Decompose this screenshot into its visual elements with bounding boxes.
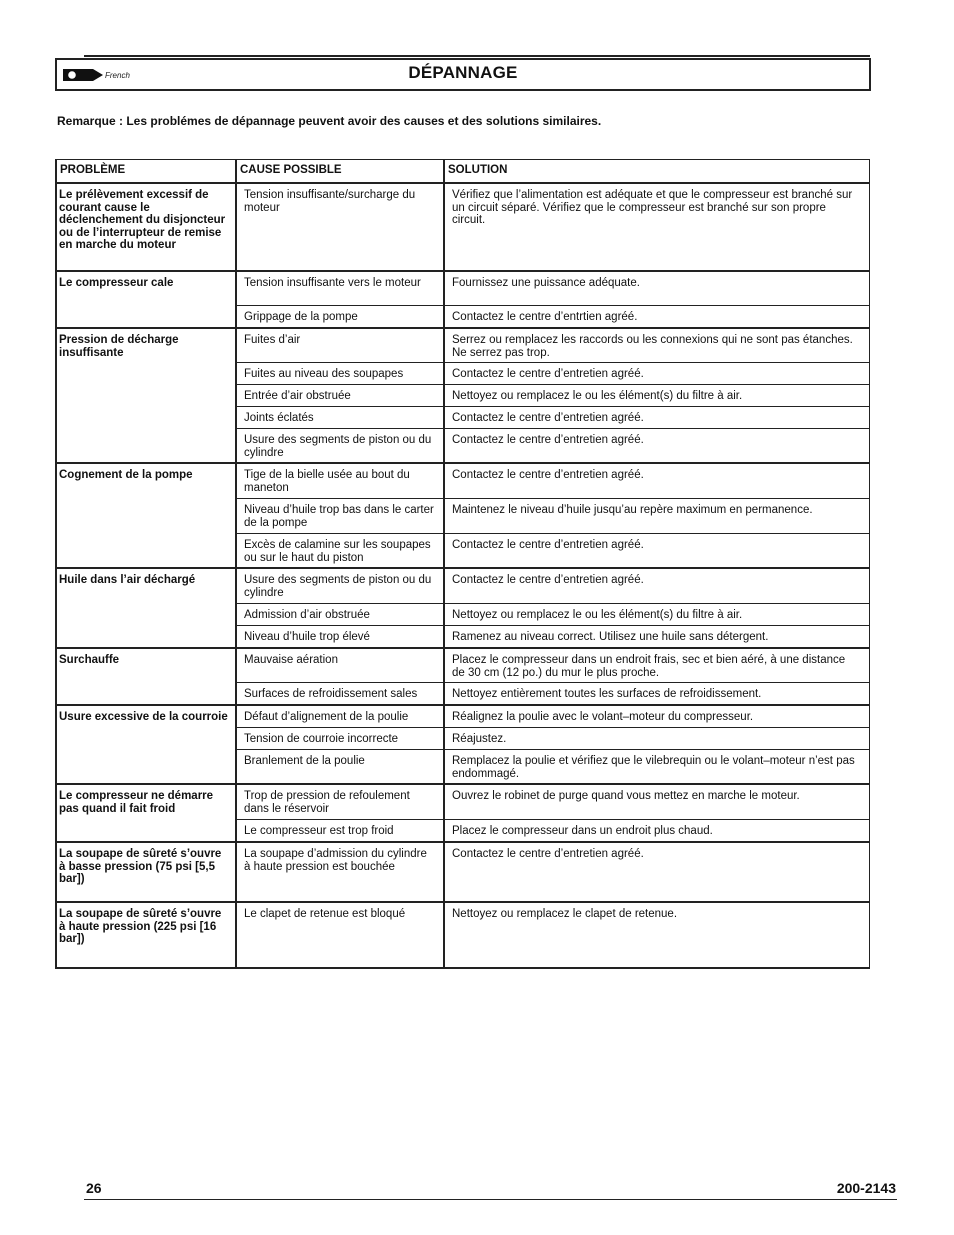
cause-cell: Niveau d’huile trop élevé (236, 626, 444, 649)
problem-cell: La soupape de sûreté s’ouvre à haute pression (225 psi [16 bar]) (56, 902, 236, 968)
solution-cell: Vérifiez que l’alimentation est adéquate et que le compresseur est branché sur un circuit séparé. Vérifiez que le compresseur est branché sur son propre circuit. (444, 183, 869, 271)
problem-cell: Pression de décharge insuffisante (56, 328, 236, 463)
cause-cell: Le clapet de retenue est bloqué (236, 902, 444, 968)
cause-cell: Usure des segments de piston ou du cylindre (236, 429, 444, 464)
solution-cell: Remplacez la poulie et vérifiez que le vilebrequin ou le volant–moteur n’est pas endommagé. (444, 750, 869, 785)
cause-cell: Excès de calamine sur les soupapes ou sur le haut du piston (236, 534, 444, 569)
solution-cell: Nettoyez ou remplacez le clapet de retenue. (444, 902, 869, 968)
problem-cell: Le compresseur cale (56, 271, 236, 328)
cause-cell: Joints éclatés (236, 407, 444, 429)
table-row (56, 463, 869, 499)
cause-cell: Surfaces de refroidissement sales (236, 683, 444, 706)
solution-cell: Contactez le centre d’entretien agréé. (444, 463, 869, 499)
table-row (56, 328, 869, 363)
section-header (55, 58, 871, 91)
cause-cell: Branlement de la poulie (236, 750, 444, 785)
problem-cell: Huile dans l’air déchargé (56, 568, 236, 648)
cause-cell: Admission d’air obstruée (236, 604, 444, 626)
solution-cell: Contactez le centre d’entretien agréé. (444, 842, 869, 902)
bottom-rule (84, 1199, 897, 1200)
table-header-row (56, 160, 869, 184)
solution-cell: Nettoyez ou remplacez le ou les élément(s) du filtre à air. (444, 385, 869, 407)
table-row (56, 784, 869, 820)
table-row (56, 271, 869, 306)
table-row (56, 902, 869, 968)
solution-cell: Serrez ou remplacez les raccords ou les connexions qui ne sont pas étanches. Ne serrez pas trop. (444, 328, 869, 363)
cause-cell: Tige de la bielle usée au bout du maneton (236, 463, 444, 499)
problem-cell: La soupape de sûreté s’ouvre à basse pression (75 psi [5,5 bar]) (56, 842, 236, 902)
page-title: DÉPANNAGE (408, 63, 518, 82)
cause-cell: Fuites au niveau des soupapes (236, 363, 444, 385)
solution-cell: Contactez le centre d’entrtien agréé. (444, 306, 869, 329)
cause-cell: Tension insuffisante vers le moteur (236, 271, 444, 306)
cause-cell: Niveau d’huile trop bas dans le carter de la pompe (236, 499, 444, 534)
solution-cell: Réajustez. (444, 728, 869, 750)
solution-cell: Fournissez une puissance adéquate. (444, 271, 869, 306)
problem-cell: Le compresseur ne démarre pas quand il fait froid (56, 784, 236, 842)
table-body (56, 183, 869, 968)
column-header-problem: PROBLÈME (56, 160, 236, 184)
cause-cell: Usure des segments de piston ou du cylindre (236, 568, 444, 604)
solution-cell: Placez le compresseur dans un endroit plus chaud. (444, 820, 869, 843)
solution-cell: Réalignez la poulie avec le volant–moteur du compresseur. (444, 705, 869, 728)
table-row (56, 568, 869, 604)
solution-cell: Contactez le centre d’entretien agréé. (444, 534, 869, 569)
solution-cell: Contactez le centre d’entretien agréé. (444, 407, 869, 429)
solution-cell: Ramenez au niveau correct. Utilisez une huile sans détergent. (444, 626, 869, 649)
cause-cell: Fuites d’air (236, 328, 444, 363)
table-row (56, 183, 869, 271)
problem-cell: Le prélèvement excessif de courant cause le déclenchement du disjoncteur ou de l’interrupteur de remise en marche du moteur (56, 183, 236, 271)
cause-cell: Entrée d’air obstruée (236, 385, 444, 407)
problem-cell: Cognement de la pompe (56, 463, 236, 568)
top-rule (84, 55, 870, 57)
table-row (56, 648, 869, 683)
column-header-cause: CAUSE POSSIBLE (236, 160, 444, 184)
cause-cell: Défaut d’alignement de la poulie (236, 705, 444, 728)
solution-cell: Contactez le centre d’entretien agréé. (444, 429, 869, 464)
cause-cell: Grippage de la pompe (236, 306, 444, 329)
language-label: French (105, 71, 130, 80)
cause-cell: La soupape d’admission du cylindre à haute pression est bouchée (236, 842, 444, 902)
column-header-solution: SOLUTION (444, 160, 869, 184)
solution-cell: Ouvrez le robinet de purge quand vous mettez en marche le moteur. (444, 784, 869, 820)
cause-cell: Tension insuffisante/surcharge du moteur (236, 183, 444, 271)
cause-cell: Trop de pression de refoulement dans le réservoir (236, 784, 444, 820)
solution-cell: Nettoyez ou remplacez le ou les élément(s) du filtre à air. (444, 604, 869, 626)
table-row (56, 705, 869, 728)
cause-cell: Mauvaise aération (236, 648, 444, 683)
solution-cell: Maintenez le niveau d’huile jusqu’au repère maximum en permanence. (444, 499, 869, 534)
solution-cell: Nettoyez entièrement toutes les surfaces de refroidissement. (444, 683, 869, 706)
document-number: 200-2143 (836, 1180, 896, 1196)
solution-cell: Placez le compresseur dans un endroit frais, sec et bien aéré, à une distance de 30 cm (12 po.) du mur le plus proche. (444, 648, 869, 683)
troubleshooting-table (55, 159, 870, 969)
solution-cell: Contactez le centre d’entretien agréé. (444, 363, 869, 385)
problem-cell: Usure excessive de la courroie (56, 705, 236, 784)
cause-cell: Tension de courroie incorrecte (236, 728, 444, 750)
table-row (56, 842, 869, 902)
note-text: Remarque : Les problémes de dépannage peuvent avoir des causes et des solutions similaires. (57, 114, 602, 128)
solution-cell: Contactez le centre d’entretien agréé. (444, 568, 869, 604)
problem-cell: Surchauffe (56, 648, 236, 705)
cause-cell: Le compresseur est trop froid (236, 820, 444, 843)
page-number: 26 (86, 1180, 102, 1196)
